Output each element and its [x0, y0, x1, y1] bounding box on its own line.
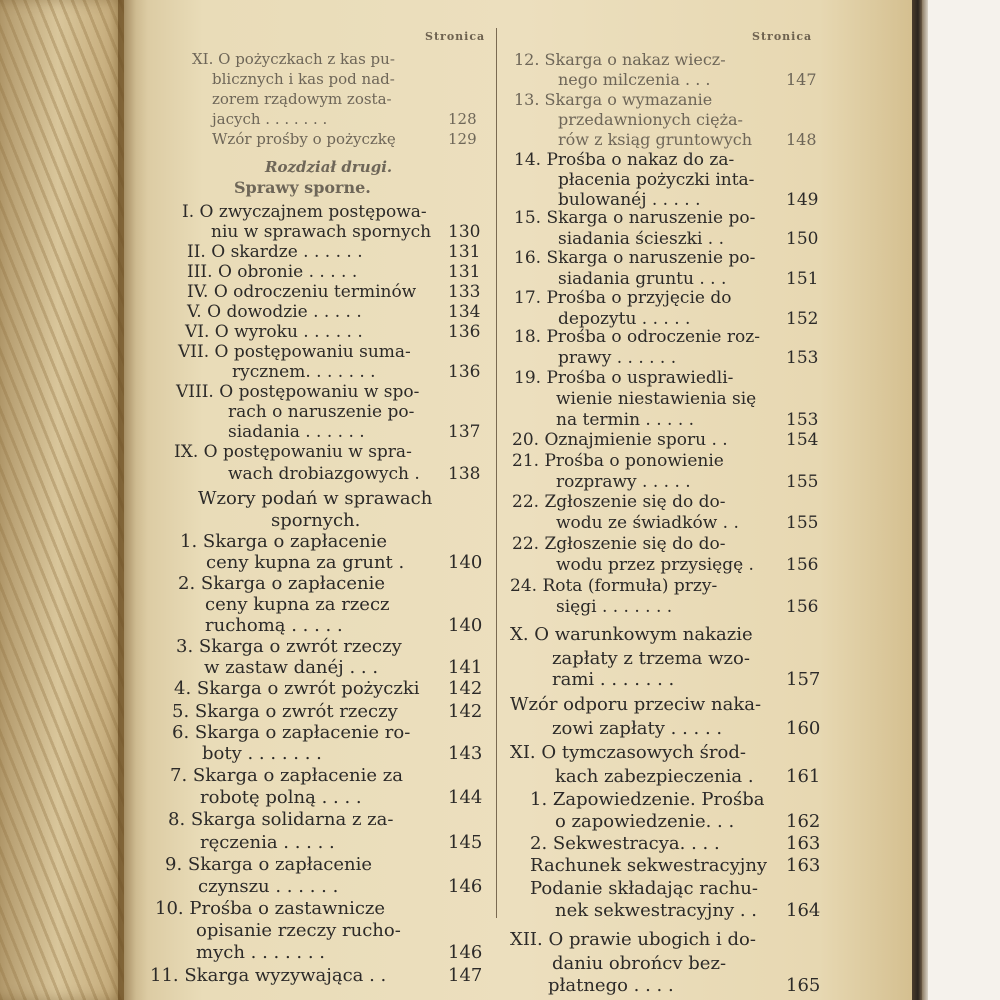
right-page-number: 153: [786, 348, 819, 368]
right-toc-line: Podanie składając rachu-: [530, 878, 758, 899]
right-page-number: 161: [786, 766, 821, 787]
left-toc-line: jacych . . . . . . .: [212, 110, 328, 128]
right-page-number: 163: [786, 855, 821, 876]
left-toc-line: niu w sprawach spornych: [211, 222, 432, 242]
left-toc-line: w zastaw danéj . . .: [204, 657, 379, 678]
left-page-number: 144: [448, 787, 483, 808]
left-toc-line: VIII. O postępowaniu w spo-: [176, 382, 420, 402]
right-page-number: 156: [786, 555, 819, 575]
left-page-number: 136: [448, 322, 481, 342]
right-toc-line: Rachunek sekwestracyjny: [530, 855, 768, 876]
right-page-number: 155: [786, 472, 819, 492]
right-toc-line: 14. Prośba o nakaz do za-: [514, 150, 735, 170]
right-page-number: 164: [786, 900, 821, 921]
right-toc-line: 12. Skarga o nakaz wiecz-: [514, 50, 726, 69]
book-cover-border: [922, 0, 928, 1000]
right-toc-line: na termin . . . . .: [556, 410, 695, 430]
left-toc-line: Rozdział drugi.: [265, 158, 393, 176]
right-page-number: 152: [786, 309, 819, 329]
right-page-number: 162: [786, 811, 821, 832]
right-toc-line: rami . . . . . . .: [552, 669, 675, 690]
right-toc-line: prawy . . . . . .: [558, 348, 677, 368]
right-toc-line: 22. Zgłoszenie się do do-: [512, 492, 726, 512]
left-page-number: 146: [448, 942, 483, 963]
left-toc-line: Wzór prośby o pożyczkę: [212, 130, 396, 148]
left-toc-line: ceny kupna za grunt .: [206, 552, 405, 573]
right-toc-line: Wzór odporu przeciw naka-: [510, 694, 762, 715]
left-toc-line: VII. O postępowaniu suma-: [178, 342, 411, 362]
right-toc-line: bulowanéj . . . . .: [558, 190, 701, 210]
right-toc-line: rów z ksiąg gruntowych: [558, 130, 753, 149]
right-toc-line: o zapowiedzenie. . .: [555, 811, 735, 832]
right-column-header: Stronica: [752, 30, 813, 43]
left-toc-line: spornych.: [271, 510, 361, 531]
left-toc-line: II. O skardze . . . . . .: [187, 242, 363, 262]
left-toc-line: blicznych i kas pod nad-: [212, 70, 395, 88]
left-toc-line: XI. O pożyczkach z kas pu-: [192, 50, 395, 68]
right-toc-line: 24. Rota (formuła) przy-: [510, 576, 718, 596]
right-toc-line: płacenia pożyczki inta-: [558, 170, 755, 190]
right-page-number: 165: [786, 975, 821, 996]
right-toc-line: siadania ścieszki . .: [558, 229, 725, 249]
left-page-number: 134: [448, 302, 481, 322]
right-toc-line: 22. Zgłoszenie się do do-: [512, 534, 726, 554]
left-toc-line: 3. Skarga o zwrót rzeczy: [176, 636, 402, 657]
left-toc-line: III. O obronie . . . . .: [187, 262, 358, 282]
right-toc-line: 19. Prośba o usprawiedli-: [514, 368, 734, 388]
left-page-number: 137: [448, 422, 481, 442]
left-page-number: 145: [448, 832, 483, 853]
left-toc-line: robotę polną . . . .: [200, 787, 362, 808]
left-page-number: 131: [448, 262, 481, 282]
left-toc-line: ręczenia . . . . .: [200, 832, 335, 853]
right-toc-line: X. O warunkowym nakazie: [510, 624, 753, 645]
right-toc-line: wodu przez przysięgę .: [556, 555, 754, 575]
left-page-number: 140: [448, 552, 483, 573]
right-toc-line: 21. Prośba o ponowienie: [512, 451, 724, 471]
left-toc-line: IX. O postępowaniu w spra-: [174, 442, 412, 462]
left-toc-line: czynszu . . . . . .: [198, 876, 339, 897]
left-toc-line: 10. Prośba o zastawnicze: [155, 898, 386, 919]
right-toc-line: płatnego . . . .: [548, 975, 674, 996]
left-toc-line: opisanie rzeczy rucho-: [196, 920, 401, 941]
left-toc-line: 2. Skarga o zapłacenie: [178, 573, 386, 594]
right-toc-line: 18. Prośba o odroczenie roz-: [514, 327, 760, 347]
left-toc-line: wach drobiazgowych .: [228, 464, 420, 484]
right-toc-line: wodu ze świadków . .: [556, 513, 739, 533]
right-page-number: 149: [786, 190, 819, 210]
left-page-number: 136: [448, 362, 481, 382]
left-toc-line: mych . . . . . . .: [196, 942, 326, 963]
right-toc-line: 2. Sekwestracya. . . .: [530, 833, 720, 854]
left-page-number: 141: [448, 657, 483, 678]
left-toc-line: zorem rządowym zosta-: [212, 90, 392, 108]
left-page-number: 130: [448, 222, 481, 242]
left-toc-line: 7. Skarga o zapłacenie za: [170, 765, 403, 786]
left-page-number: 142: [448, 678, 483, 699]
left-toc-line: 1. Skarga o zapłacenie: [180, 531, 388, 552]
left-toc-line: boty . . . . . . .: [202, 743, 322, 764]
left-toc-line: ceny kupna za rzecz: [205, 594, 390, 615]
right-toc-line: kach zabezpieczenia .: [555, 766, 754, 787]
left-toc-line: 8. Skarga solidarna z za-: [168, 809, 394, 830]
left-toc-line: Wzory podań w sprawach: [198, 488, 433, 509]
left-toc-line: 5. Skarga o zwrót rzeczy: [172, 701, 398, 722]
left-column-header: Stronica: [425, 30, 486, 43]
right-toc-line: wienie niestawienia się: [556, 389, 757, 409]
left-toc-line: siadania . . . . . .: [228, 422, 365, 442]
left-toc-line: VI. O wyroku . . . . . .: [185, 322, 363, 342]
left-toc-line: 6. Skarga o zapłacenie ro-: [172, 722, 411, 743]
right-page-number: 156: [786, 597, 819, 617]
left-page-number: 131: [448, 242, 481, 262]
right-toc-line: rozprawy . . . . .: [556, 472, 691, 492]
column-divider: [496, 28, 497, 918]
right-toc-line: depozytu . . . . .: [558, 309, 691, 329]
left-page-number: 129: [448, 130, 477, 148]
right-page-number: 151: [786, 269, 819, 289]
left-toc-line: I. O zwyczajnem postępowa-: [182, 202, 427, 222]
right-toc-line: 1. Zapowiedzenie. Prośba: [530, 789, 765, 810]
left-page-number: 146: [448, 876, 483, 897]
book-cover-edge: [912, 0, 922, 1000]
right-toc-line: 13. Skarga o wymazanie: [514, 90, 713, 109]
right-page-number: 157: [786, 669, 821, 690]
right-page-number: 155: [786, 513, 819, 533]
left-page-number: 147: [448, 965, 483, 986]
left-page-edge: [0, 0, 128, 1000]
left-page-number: 133: [448, 282, 481, 302]
left-page-number: 140: [448, 615, 483, 636]
right-toc-line: XII. O prawie ubogich i do-: [510, 929, 756, 950]
left-toc-line: 4. Skarga o zwrót pożyczki: [174, 678, 420, 699]
left-toc-line: 11. Skarga wyzywająca . .: [150, 965, 387, 986]
right-toc-line: zapłaty z trzema wzo-: [552, 648, 750, 669]
left-toc-line: Sprawy sporne.: [234, 178, 371, 197]
right-page-number: 150: [786, 229, 819, 249]
left-toc-line: IV. O odroczeniu terminów: [187, 282, 417, 302]
right-page-number: 153: [786, 410, 819, 430]
right-toc-line: 17. Prośba o przyjęcie do: [514, 288, 732, 308]
right-toc-line: daniu obrońcv bez-: [552, 953, 727, 974]
right-page-number: 160: [786, 718, 821, 739]
right-toc-line: 15. Skarga o naruszenie po-: [514, 208, 756, 228]
left-page-number: 143: [448, 743, 483, 764]
right-toc-line: przedawnionych cięża-: [558, 110, 743, 129]
right-page-number: 163: [786, 833, 821, 854]
left-toc-line: ruchomą . . . . .: [205, 615, 343, 636]
right-page-number: 154: [786, 430, 819, 450]
right-page-number: 148: [786, 130, 817, 149]
right-page-number: 147: [786, 70, 817, 89]
left-toc-line: 9. Skarga o zapłacenie: [165, 854, 373, 875]
right-toc-line: 20. Oznajmienie sporu . .: [512, 430, 728, 450]
right-toc-line: nego milczenia . . .: [558, 70, 711, 89]
right-toc-line: sięgi . . . . . . .: [556, 597, 673, 617]
right-toc-line: zowi zapłaty . . . . .: [552, 718, 723, 739]
right-toc-line: siadania gruntu . . .: [558, 269, 727, 289]
left-page-number: 128: [448, 110, 477, 128]
right-toc-line: 16. Skarga o naruszenie po-: [514, 248, 756, 268]
page-gutter-shadow: [118, 0, 148, 1000]
right-toc-line: XI. O tymczasowych środ-: [510, 742, 746, 763]
left-toc-line: rycznem. . . . . . .: [232, 362, 376, 382]
right-toc-line: nek sekwestracyjny . .: [555, 900, 758, 921]
left-page-number: 142: [448, 701, 483, 722]
left-toc-line: V. O dowodzie . . . . .: [187, 302, 362, 322]
left-page-number: 138: [448, 464, 481, 484]
left-toc-line: rach o naruszenie po-: [228, 402, 415, 422]
